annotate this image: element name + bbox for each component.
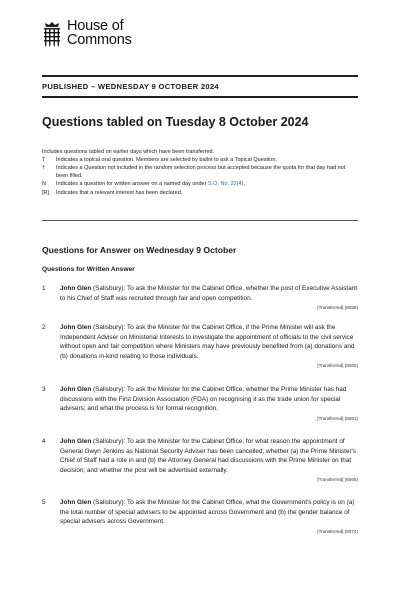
member-name: John Glen [60, 386, 92, 393]
logo-line-2: Commons [67, 31, 132, 48]
legend-symbol: N [42, 181, 46, 188]
top-rule [42, 75, 358, 77]
legend-item-relevant-interest [42, 190, 358, 197]
question-body [60, 323, 358, 370]
question-number: 2 [42, 324, 46, 331]
constituency: (Salisbury): [91, 386, 128, 393]
section-heading: Questions for Answer on Wednesday 9 October [42, 245, 237, 255]
question-item [42, 385, 358, 423]
question-text: To ask the Minister for the Cabinet Office, whether the Prime Minister has had discussions with the First Division Association (FDA) on recognising it as the trade union for special advisers; and what the process is for formal recognition. [60, 386, 347, 412]
question-body [60, 385, 358, 423]
question-text: To ask the Minister for the Cabinet Office, for what reason the appointment of General Gwyn Jenkins as National Security Adviser has been cancelled; whether (a) the Prime Minister's Chief of Staff had a role in and (b) the Attorney General had discussions with the Prime Minister on that decision; and whether the post will be advertised externally. [60, 438, 357, 474]
page-title: Questions tabled on Tuesday 8 October 2024 [42, 115, 309, 129]
question-body [60, 284, 358, 312]
question-reference: [Transferred] (6059) [317, 305, 358, 310]
question-text: To ask the Minister for the Cabinet Office, what the Government's policy is on (a) the total number of special advisers to be appointed across Government and (b) the gender balance of special advisers across Government. [60, 499, 355, 525]
legend-item-named-day [42, 181, 358, 188]
sub-heading: Questions for Written Answer [42, 266, 135, 273]
legend-symbol: † [42, 165, 46, 172]
question-item [42, 323, 358, 370]
question-reference: [Transferred] (6061) [317, 415, 358, 421]
legend-symbol: T [42, 157, 46, 163]
question-text: To ask the Minister for the Cabinet Office, if the Prime Minister will ask the Independent Adviser on Ministerial Interests to investigate the appointment of officials to the civil service without open and fair competition where Ministers may have previously benefited from (a) donations and (b) donations in-kind relating to those individuals. [60, 324, 355, 360]
legend-symbol: [R] [42, 189, 50, 196]
constituency: (Salisbury): [91, 438, 128, 445]
question-number: 3 [42, 386, 46, 393]
question-item [42, 437, 358, 484]
question-text: To ask the Minister for the Cabinet Office, whether the post of Executive Assistant to his Chief of Staff was recruited through fair and open competition. [60, 285, 358, 302]
question-item [42, 284, 358, 312]
constituency: (Salisbury): [91, 324, 128, 331]
legend-text: Indicates a topical oral question. Members are selected by ballot to ask a Topical Question. [56, 157, 277, 163]
member-name: John Glen [60, 499, 92, 506]
legend-item-not-balloted [42, 165, 358, 180]
standing-order-link[interactable]: S.O. No. 22(4) [207, 181, 244, 188]
member-name: John Glen [60, 324, 92, 331]
logo-wordmark [67, 20, 132, 47]
question-number: 1 [42, 285, 46, 292]
question-reference: [Transferred] (6060) [317, 363, 358, 368]
legend-rule [42, 220, 358, 221]
legend-text-before: Indicates a question for written answer on a named day under [56, 181, 208, 188]
published-date: PUBLISHED – WEDNESDAY 9 OCTOBER 2024 [42, 82, 219, 91]
legend-item-topical [42, 157, 358, 164]
question-item [42, 498, 358, 536]
portcullis-icon [42, 21, 62, 47]
question-reference: [Transferred] (6065) [317, 477, 358, 482]
symbol-legend [42, 157, 358, 197]
member-name: John Glen [60, 438, 92, 445]
question-number: 4 [42, 438, 46, 445]
constituency: (Salisbury): [91, 285, 128, 292]
constituency: (Salisbury): [91, 499, 128, 506]
logo-line-1: House of [67, 18, 124, 34]
question-reference: [Transferred] (6074) [317, 528, 358, 534]
question-body [60, 437, 358, 484]
intro-text: Includes questions tabled on earlier days which have been transferred. [42, 149, 215, 155]
question-body [60, 498, 358, 536]
house-of-commons-logo [42, 20, 132, 47]
legend-text [56, 181, 358, 188]
published-rule [42, 96, 358, 98]
legend-text-after: . [243, 181, 245, 188]
legend-text: Indicates a Question not included in the random selection process but accepted because the quota for that day had not been filled. [56, 165, 346, 179]
legend-text: Indicates that a relevant interest has been declared. [56, 189, 183, 196]
member-name: John Glen [60, 285, 92, 292]
question-number: 5 [42, 499, 46, 506]
